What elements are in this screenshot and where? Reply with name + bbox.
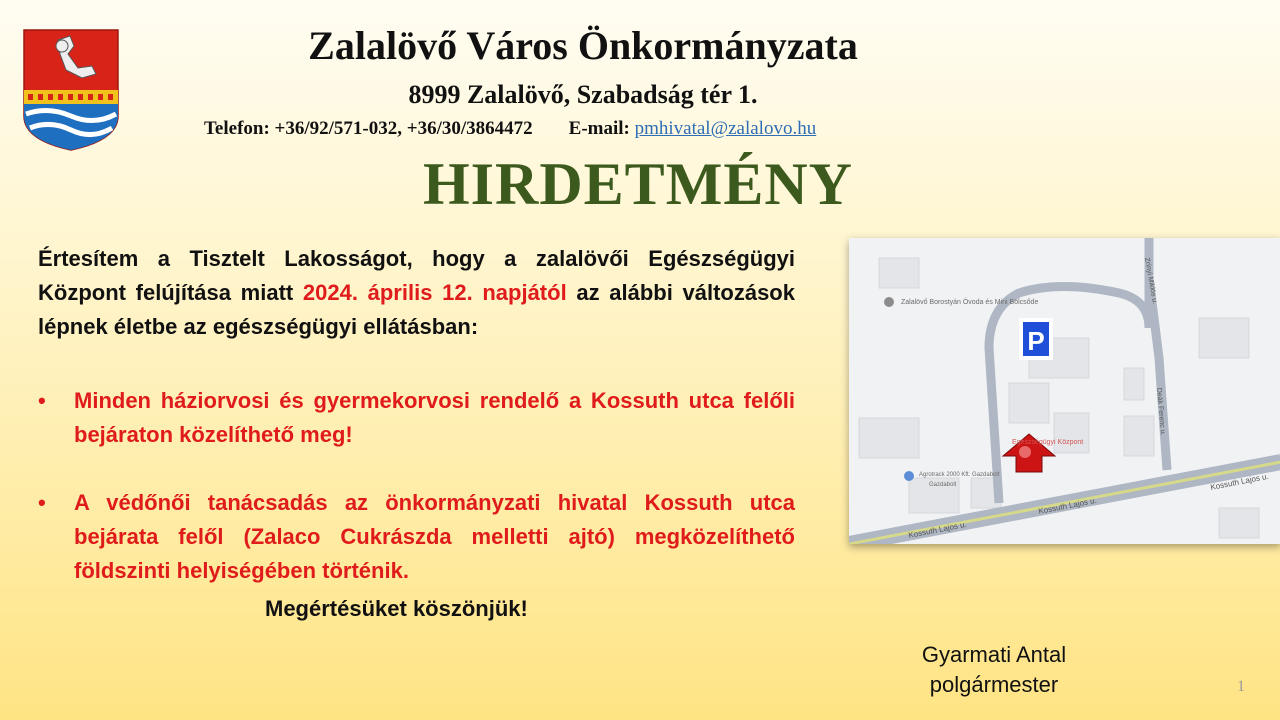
thanks-text: Megértésüket köszönjük!: [265, 596, 528, 621]
map-label-side-street-top: Zrínyi Miklós u.: [1143, 257, 1159, 305]
signer-name: Gyarmati Antal: [921, 642, 1067, 667]
announcement-heading: HIRDETMÉNY: [422, 151, 854, 217]
contact-line: [204, 118, 816, 140]
organization-address: 8999 Zalalövő, Szabadság tér 1.: [408, 80, 758, 109]
email-label: E-mail:: [568, 118, 630, 139]
location-map: [849, 238, 1280, 544]
list-item-text: A védőnői tanácsadás az önkormányzati hivatal Kossuth utca bejárata felől (Zalaco Cukrászda melletti ajtó) megközelíthető földszinti helyiségében történik.: [74, 490, 795, 583]
email-link[interactable]: pmhivatal@zalalovo.hu: [634, 118, 817, 139]
map-label-school: Zalalövő Borostyán Óvoda és Mini Bölcsőde: [901, 299, 1039, 306]
intro-text-end: az alábbi változások lépnek életbe az egészségügyi ellátásban:: [38, 280, 795, 339]
map-label-main-street-west: Kossuth Lajos u.: [907, 519, 968, 540]
effective-date: 2024. április 12. napjától: [302, 280, 567, 305]
list-item: [38, 486, 795, 588]
page-number: 1: [1237, 678, 1245, 695]
organization-title: Zalalövő Város Önkormányzata: [308, 23, 858, 68]
map-label-main-street: Kossuth Lajos u.: [1037, 495, 1098, 516]
map-label-shop-sub: Gazdabolt: [929, 482, 957, 488]
change-list: [38, 384, 795, 622]
shop-pin-icon: [904, 471, 914, 481]
signature-block: [882, 640, 1106, 700]
map-label-shop: Agrotrack 2000 Kft. Gazdabolt: [919, 472, 1000, 478]
map-label-health-center: Egészségügyi Központ: [1012, 439, 1084, 446]
bullet-icon: •: [38, 490, 46, 515]
school-pin-icon: [884, 297, 894, 307]
bullet-icon: •: [38, 388, 46, 413]
phone-numbers: Telefon: +36/92/571-032, +36/30/3864472: [204, 118, 533, 139]
intro-text-start: Értesítem a Tisztelt Lakosságot, hogy a zalalövői Egészségügyi Központ felújítása miatt: [38, 246, 795, 305]
list-item-text: Minden háziorvosi és gyermekorvosi rendelő a Kossuth utca felőli bejáraton közelíthető meg!: [74, 388, 795, 447]
health-center-pin-icon: [1019, 446, 1031, 458]
list-item: [38, 384, 795, 452]
intro-paragraph: [38, 242, 795, 344]
map-label-main-street-east: Kossuth Lajos u.: [1209, 471, 1270, 492]
signer-role: polgármester: [929, 672, 1059, 697]
parking-sign-label: P: [1027, 326, 1045, 356]
map-label-side-street: Deák Ferenc u.: [1155, 387, 1167, 436]
